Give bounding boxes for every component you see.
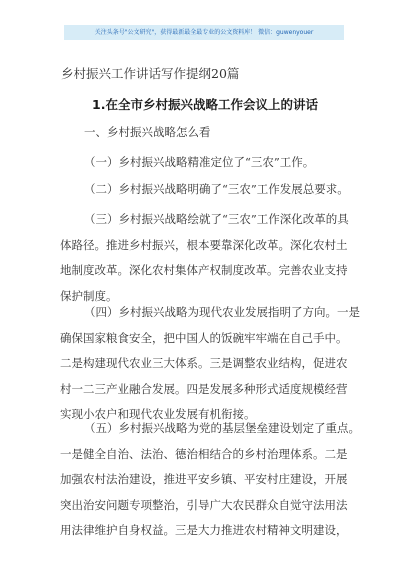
paragraph-3 — [60, 207, 360, 309]
document-title: 乡村振兴工作讲话写作提纲20篇 — [61, 66, 240, 81]
outline-item-2: （二）乡村振兴战略明确了“三农”工作发展总要求。 — [84, 182, 349, 196]
paragraph-line: 实现小农户和现代农业发展有机衔接。 — [60, 407, 256, 421]
paragraph-line: 地制度改革。深化农村集体产权制度改革。完善农业支持 — [60, 263, 348, 277]
paragraph-line: （三）乡村振兴战略绘就了“三农”工作深化改革的具 — [84, 212, 349, 226]
banner-text: 关注头条号"公文研究"，获得最新最全最专业的公文资料库！ 微信：guwenyouer — [94, 29, 314, 36]
header-banner — [64, 25, 344, 40]
paragraph-line: （五）乡村振兴战略为党的基层堡垒建设划定了重点。 — [84, 421, 360, 435]
paragraph-5 — [60, 416, 360, 544]
outline-heading: 一、乡村振兴战略怎么看 — [84, 125, 211, 139]
paragraph-line: 用法律维护自身权益。三是大力推进农村精神文明建设， — [60, 523, 348, 537]
paragraph-line: 确保国家粮食安全，把中国人的饭碗牢牢端在自己手中。 — [60, 330, 348, 345]
paragraph-line: （四）乡村振兴战略为现代农业发展指明了方向。一是 — [84, 305, 360, 319]
paragraph-line: 体路径。推进乡村振兴，根本要靠深化改革。深化农村土 — [60, 237, 348, 252]
paragraph-line: 保护制度。 — [60, 288, 118, 303]
paragraph-line: 加强农村法治建设，推进平安乡镇、平安村庄建设，开展 — [60, 472, 348, 486]
paragraph-line: 村一二三产业融合发展。四是发展多种形式适度规模经营 — [60, 381, 348, 396]
paragraph-line: 一是健全自治、法治、德治相结合的乡村治理体系。二是 — [60, 446, 348, 461]
paragraph-line: 二是构建现代农业三大体系。三是调整农业结构，促进农 — [60, 356, 348, 370]
outline-item-1: （一）乡村振兴战略精准定位了“三农”工作。 — [84, 155, 315, 169]
paragraph-line: 突出治安问题专项整治，引导广大农民群众自觉守法用法 — [60, 497, 348, 512]
section-heading: 1.在全市乡村振兴战略工作会议上的讲话 — [92, 97, 318, 112]
paragraph-4 — [60, 300, 360, 428]
